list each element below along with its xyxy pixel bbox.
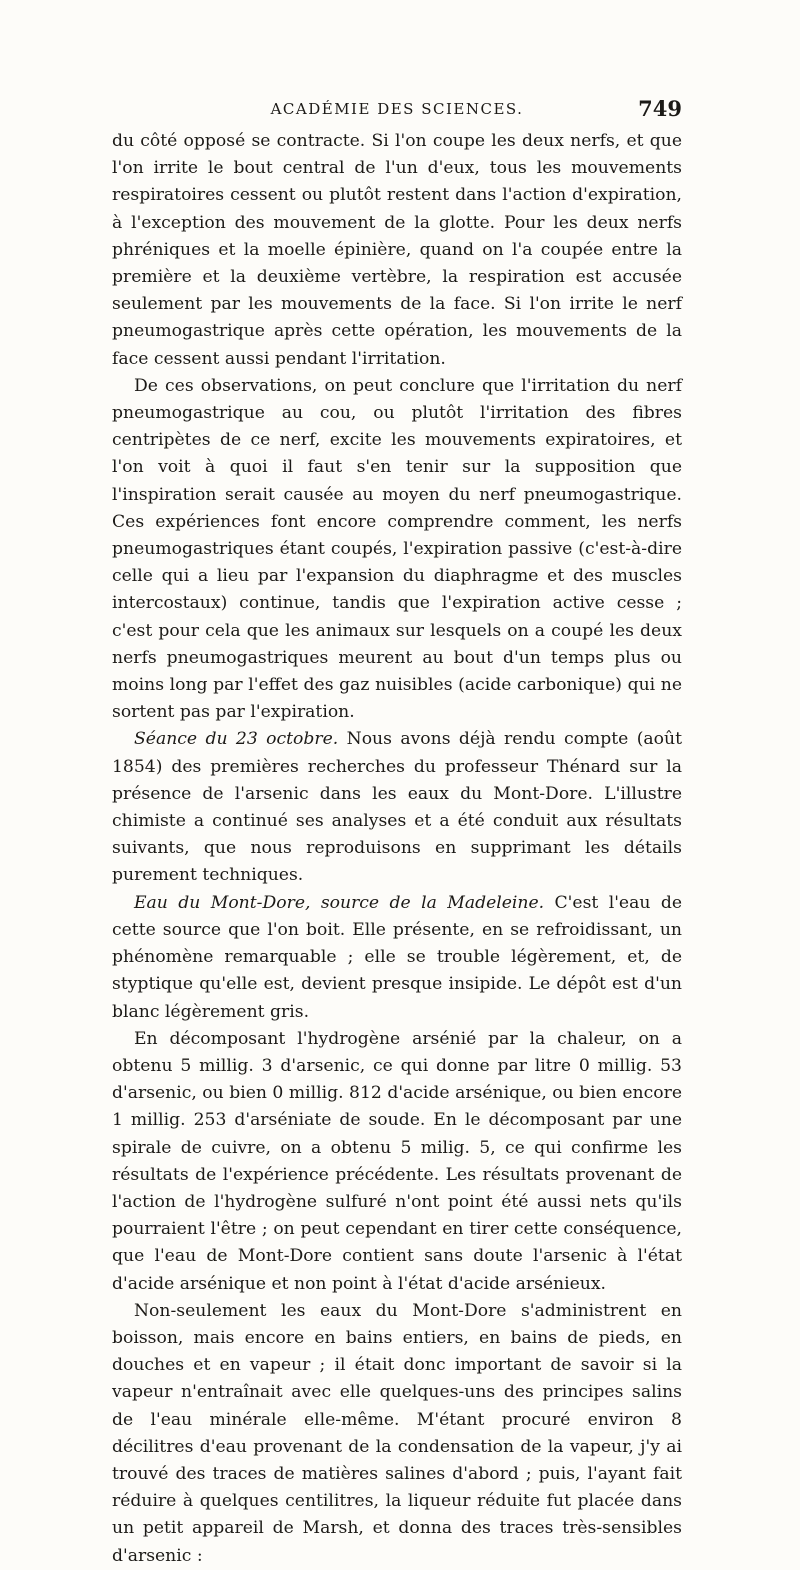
paragraph <box>112 373 682 727</box>
paragraph-text: C'est l'eau de cette source que l'on boit. Elle présente, en se refroidissant, un phénomène remarquable ; elle se trouble légèrement, et, de styptique qu'elle est, devient presque insipide. Le dépôt est d'un blanc légèrement gris. <box>112 892 682 1022</box>
paragraph <box>112 726 682 889</box>
paragraph <box>112 1298 682 1570</box>
paragraph-text: Non-seulement les eaux du Mont-Dore s'administrent en boisson, mais encore en bains entiers, en bains de pieds, en douches et en vapeur ; il était donc important de savoir si la vapeur n'entraînait avec elle quelques-uns des principes salins de l'eau minérale elle-même. M'étant procuré environ 8 décilitres d'eau provenant de la condensation de la vapeur, j'y ai trouvé des traces de matières salines d'abord ; puis, l'ayant fait réduire à quelques centilitres, la liqueur réduite fut placée dans un petit appareil de Marsh, et donna des traces très-sensibles d'arsenic : <box>112 1300 682 1566</box>
section-heading: Eau du Mont-Dore, source de la Madeleine. <box>134 892 545 913</box>
paragraph-text: De ces observations, on peut conclure que l'irritation du nerf pneumogastrique au cou, ou plutôt l'irritation des fibres centripètes de ce nerf, excite les mouvements expiratoires, et l'on voit à quoi il faut s'en tenir sur la supposition que l'inspiration serait causée au moyen du nerf pneumogastrique. Ces expériences font encore comprendre comment, les nerfs pneumogastriques étant coupés, l'expiration passive (c'est-à-dire celle qui a lieu par l'expansion du diaphragme et des muscles intercostaux) continue, tandis que l'expiration active cesse ; c'est pour cela que les animaux sur lesquels on a coupé les deux nerfs pneumogastriques meurent au bout d'un temps plus ou moins long par l'effet des gaz nuisibles (acide carbonique) qui ne sortent pas par l'expiration. <box>112 375 682 723</box>
paragraph <box>112 890 682 1026</box>
page-number: 749 <box>638 96 682 121</box>
page-header <box>112 96 682 126</box>
session-date: Séance du 23 octobre. <box>134 729 339 750</box>
paragraph <box>112 1026 682 1298</box>
running-title: ACADÉMIE DES SCIENCES. <box>270 100 524 118</box>
paragraph-text: Nous avons déjà rendu compte (août 1854) des premières recherches du professeur Thénard sur la présence de l'arsenic dans les eaux du Mont-Dore. L'illustre chimiste a continué ses analyses et a été conduit aux résultats suivants, que nous reproduisons en supprimant les détails purement techniques. <box>112 729 682 886</box>
paragraph-text: En décomposant l'hydrogène arsénié par la chaleur, on a obtenu 5 millig. 3 d'arsenic, ce qui donne par litre 0 millig. 53 d'arsenic, ou bien 0 millig. 812 d'acide arsénique, ou bien encore 1 millig. 253 d'arséniate de soude. En le décomposant par une spirale de cuivre, on a obtenu 5 milig. 5, ce qui confirme les résultats de l'expérience précédente. Les résultats provenant de l'action de l'hydrogène sulfuré n'ont point été aussi nets qu'ils pourraient l'être ; on peut cependant en tirer cette conséquence, que l'eau de Mont-Dore contient sans doute l'arsenic à l'état d'acide arsénique et non point à l'état d'acide arsénieux. <box>112 1028 682 1294</box>
paragraph <box>112 128 682 373</box>
paragraph-text: du côté opposé se contracte. Si l'on coupe les deux nerfs, et que l'on irrite le bout central de l'un d'eux, tous les mouvements respiratoires cessent ou plutôt restent dans l'action d'expiration, à l'exception des mouvement de la glotte. Pour les deux nerfs phréniques et la moelle épinière, quand on l'a coupée entre la première et la deuxième vertèbre, la respiration est accusée seulement par les mouvements de la face. Si l'on irrite le nerf pneumogastrique après cette opération, les mouvements de la face cessent aussi pendant l'irritation. <box>112 131 682 369</box>
body-text <box>112 128 682 1570</box>
